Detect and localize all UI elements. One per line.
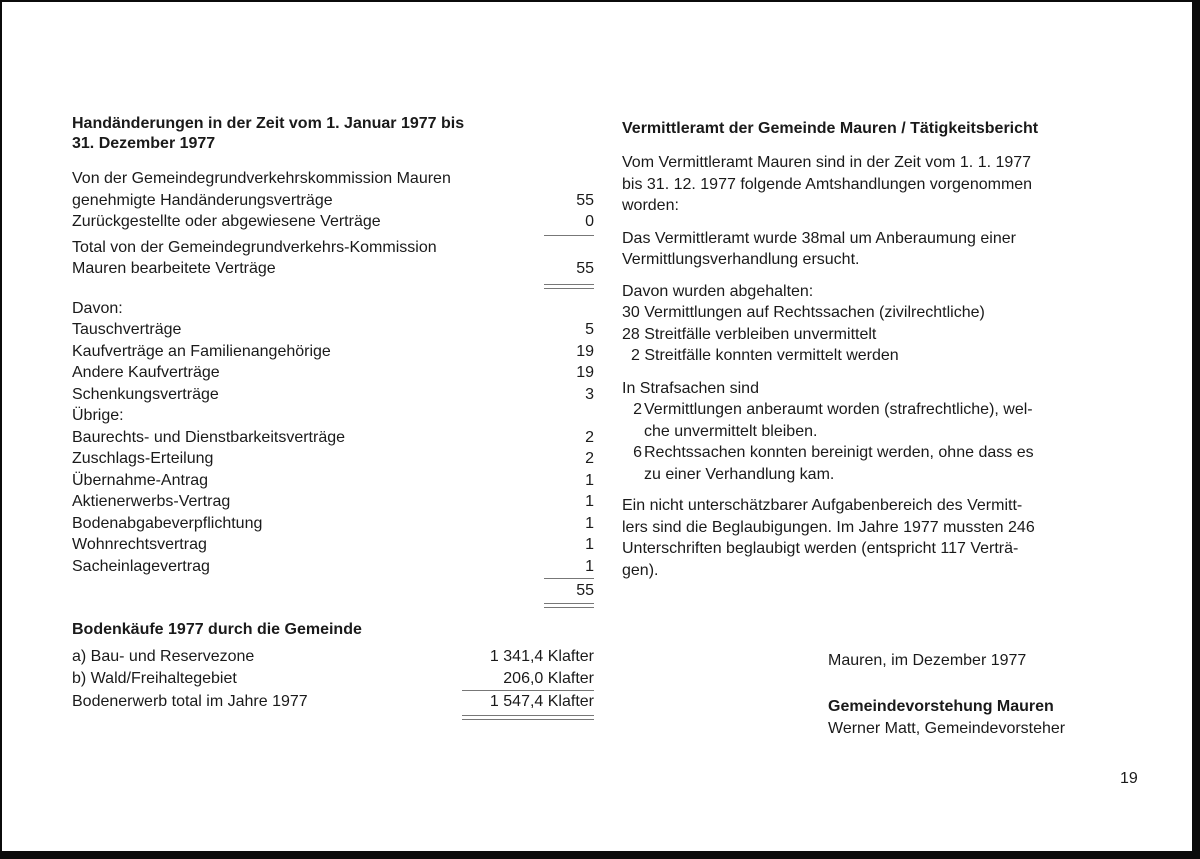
paragraph-5: Ein nicht unterschätzbarer Aufgabenbereich des Vermitt- lers sind die Beglaubigungen. Im Jahre 1977 mussten 246 Unterschriften beglaubigt werden (entspricht 117 Verträ- gen). xyxy=(622,497,1035,579)
item-row xyxy=(72,341,594,363)
item-value: 2 xyxy=(585,428,594,446)
total-row: Mauren bearbeitete Verträge 55 xyxy=(72,258,594,280)
item-label: Zuschlags-Erteilung xyxy=(72,450,214,467)
item-value: 1 xyxy=(585,536,594,553)
item-row xyxy=(72,513,594,535)
item-row xyxy=(72,427,594,449)
item-value: 1 xyxy=(585,514,594,532)
item-label: Wohnrechtsvertrag xyxy=(72,536,207,553)
item-value: 2 xyxy=(585,450,594,467)
subtotal-rule xyxy=(544,235,594,236)
sum-double-rule xyxy=(544,603,594,608)
genehmigt-row: genehmigte Handänderungsverträge 55 xyxy=(72,190,594,212)
item-label: Schenkungsverträge xyxy=(72,385,219,403)
items-a-list xyxy=(72,319,594,405)
zurueck-value: 0 xyxy=(585,213,594,230)
right-column xyxy=(622,119,1144,581)
bodenkauf-total-row: Bodenerwerb total im Jahre 1977 1 547,4 Klafter xyxy=(72,691,594,713)
page-number: 19 xyxy=(1120,770,1138,787)
item-row xyxy=(72,319,594,341)
item-row xyxy=(72,448,594,470)
paragraph-3: Davon wurden abgehalten: 30 Vermittlungen auf Rechtssachen (zivilrechtliche) 28 Streitfälle verbleiben unvermittelt 2 Streitfälle konnten vermittelt werden xyxy=(622,282,985,364)
item-label: Aktienerwerbs-Vertrag xyxy=(72,493,231,510)
item-label: Bodenabgabeverpflichtung xyxy=(72,514,263,532)
item-label: Sacheinlagevertrag xyxy=(72,557,210,575)
item-value: 1 xyxy=(585,493,594,510)
paragraph-2: Das Vermittleramt wurde 38mal um Anberaumung einer Vermittlungsverhandlung ersucht. xyxy=(622,229,1016,268)
item-value: 3 xyxy=(585,385,594,403)
item-row xyxy=(72,556,594,578)
davon-label: Davon: xyxy=(72,299,123,317)
signature-org: Gemeindevorstehung Mauren xyxy=(828,698,1054,715)
item-row xyxy=(72,384,594,406)
left-column xyxy=(72,114,594,719)
place-date: Mauren, im Dezember 1977 xyxy=(828,652,1027,669)
item-label: Tauschverträge xyxy=(72,321,182,338)
zurueck-row: Zurückgestellte oder abgewiesene Verträge 0 xyxy=(72,211,594,233)
paragraph-1: Vom Vermittleramt Mauren sind in der Zeit vom 1. 1. 1977 bis 31. 12. 1977 folgende Amtshandlungen vorgenommen worden: xyxy=(622,154,1033,214)
item-row xyxy=(72,491,594,513)
item-value: 1 xyxy=(585,557,594,575)
item-row xyxy=(72,362,594,384)
bodenkauf-b-value: 206,0 Klafter xyxy=(503,669,594,687)
items-b-list xyxy=(72,427,594,578)
item-row xyxy=(72,534,594,556)
item-value: 19 xyxy=(576,364,594,381)
document-page xyxy=(2,2,1192,851)
sum-value: 55 xyxy=(576,582,594,599)
handaenderungen-heading: Handänderungen in der Zeit vom 1. Januar 1977 bis 31. Dezember 1977 xyxy=(72,115,465,152)
total-double-rule xyxy=(544,284,594,289)
vermittleramt-heading: Vermittleramt der Gemeinde Mauren / Tätigkeitsbericht xyxy=(622,120,1039,137)
bodenkauf-a-value: 1 341,4 Klafter xyxy=(489,647,594,665)
bodenkauf-double-rule xyxy=(462,715,594,720)
item-label: Kaufverträge an Familienangehörige xyxy=(72,342,331,360)
item-label: Andere Kaufverträge xyxy=(72,364,220,381)
item-value: 19 xyxy=(576,342,594,360)
genehmigt-value: 55 xyxy=(576,191,594,209)
total-value: 55 xyxy=(576,260,594,277)
item-label: Baurechts- und Dienstbarkeitsverträge xyxy=(72,428,346,446)
bodenkauf-a-row: a) Bau- und Reservezone 1 341,4 Klafter xyxy=(72,646,594,668)
bodenkaeufe-heading: Bodenkäufe 1977 durch die Gemeinde xyxy=(72,620,362,638)
item-value: 5 xyxy=(585,321,594,338)
signature-name: Werner Matt, Gemeindevorsteher xyxy=(828,720,1066,737)
paragraph-4: In Strafsachen sind 2 Vermittlungen anberaumt worden (strafrechtliche), wel- che unvermittelt bleiben. 6 Rechtssachen konnten bereinigt werden, ohne dass es zu einer Verhandlung kam. xyxy=(622,379,1034,483)
sum-rule xyxy=(544,578,594,579)
sum-row xyxy=(72,580,594,602)
intro-line: Von der Gemeindegrundverkehrskommission Mauren xyxy=(72,170,451,187)
total-line-1: Total von der Gemeindegrundverkehrs-Kommission xyxy=(72,238,437,256)
item-label: Übernahme-Antrag xyxy=(72,471,209,489)
bodenkauf-total-value: 1 547,4 Klafter xyxy=(489,692,594,710)
item-row xyxy=(72,470,594,492)
uebrige-label: Übrige: xyxy=(72,407,124,424)
item-value: 1 xyxy=(585,471,594,489)
bodenkauf-b-row: b) Wald/Freihaltegebiet 206,0 Klafter xyxy=(72,668,594,690)
